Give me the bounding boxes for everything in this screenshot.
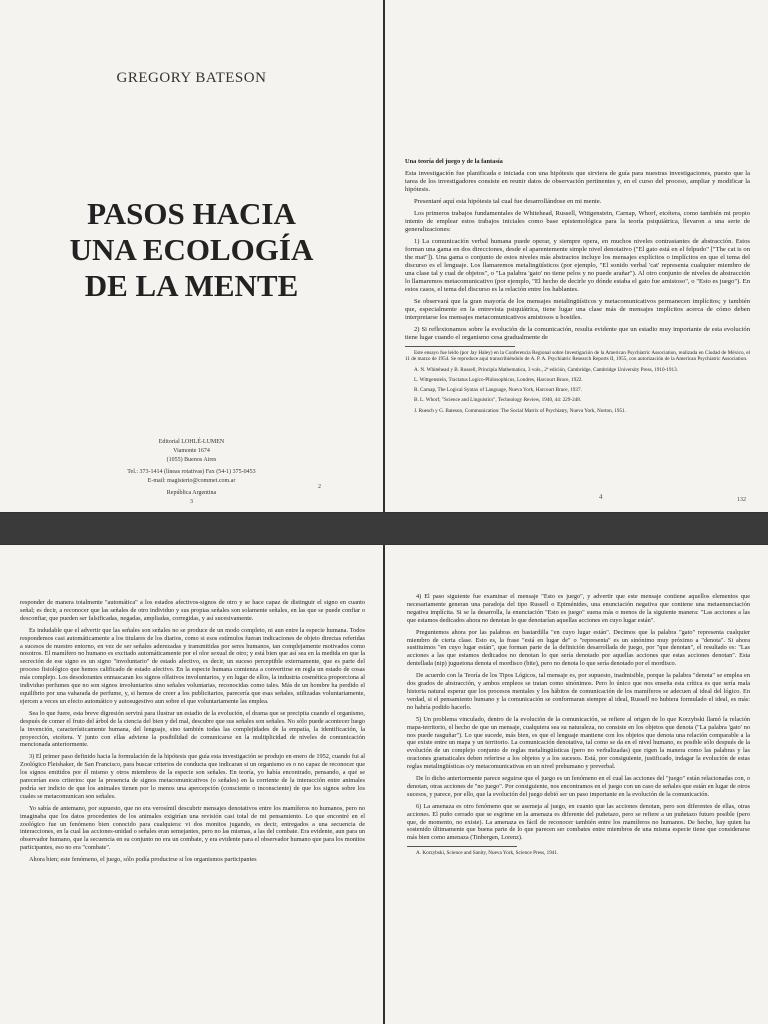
book-title: [0, 196, 383, 304]
author-name: GREGORY BATESON: [116, 70, 267, 86]
paragraph: Ahora bien; este fenómeno, el juego, sólo podía producirse si los organismos participantes: [29, 856, 257, 864]
article-heading: Una teoría del juego y de la fantasía: [405, 158, 503, 165]
page-number: 132: [737, 497, 746, 503]
footnote-divider: [407, 846, 517, 847]
footnote-divider: [405, 346, 515, 347]
text-column: [407, 593, 750, 861]
book-title-line: PASOS HACIA: [87, 196, 296, 231]
footnote: L. Wittgenstein, Tractatus Logico-Philosophicus, Londres, Harcourt Brace, 1922.: [414, 376, 583, 383]
footnote: A. N. Whitehead y B. Russell, Principia Mathematica, 3 vols., 2ª edición, Cambridge, Cambridge University Press, 1910-1913.: [414, 366, 678, 373]
publisher-info: [0, 438, 383, 507]
paragraph: 4) El paso siguiente fue examinar el mensaje "Esto es juego", y advertir que este mensaje contiene aquellos elementos que necesariamente generan una paradoja del tipo Russell o Epiménides, una enunciación negativa que contiene una metaenunciación negativa implícita. Si se la desarrolla, la enunciación "Esto es juego" suena más o menos de la siguiente manera: "Las acciones a las que estamos dedicados ahora no denotan lo que denotarían aquellas acciones en cuyo lugar están".: [407, 593, 750, 624]
paragraph: 5) Un problema vinculado, dentro de la evolución de la comunicación, se refiere al origen de lo que Korzybski llamó la relación mapa-territorio, el hecho de que un mensaje, cualquiera sea su naturaleza, no consiste en los objetos que denota ("La palabra 'gato' no nos puede rasguñar"). Lo que sucede, más bien, es que el lenguaje mantiene con los objetos que denota una relación comparable a la que existe entre un mapa y un territorio. La comunicación denotativa, tal como se da en el nivel humano, es posible sólo después de la evolución de un complejo conjunto de reglas metalingüísticas (pero no verbalizadas) que rigen la manera como las palabras y las oraciones gramaticales deben referirse a los objetos y a los sucesos. Está, por consiguiente, justificado, indagar la evolución de estas reglas metalingüísticas o/y metacomunicativas en un nivel prehumano y preverbal.: [407, 715, 750, 771]
paragraph: Yo sabía de antemano, por supuesto, que no era verosímil descubrir mensajes denotativos entre los mamíferos no humanos, pero no imaginaba que los datos procedentes de los animales exigirían una revisión casi total de mi pensamiento. Lo que encontré en el zoológico fue un fenómeno bien conocido para cualquiera: vi dos monitos jugando, es decir, entregados a una secuencia de interacciones, en la cual las acciones-unidad o señales eran semejantes, pero no las mismas, a las del combate. Era evidente, aun para un observador humano, que la secuencia en su conjunto no era un combate, y era evidente para el observador humano que para los monitos participantes, eso no era "combate".: [20, 804, 365, 852]
title-page: [0, 0, 383, 512]
book-title-line: UNA ECOLOGÍA: [69, 232, 314, 267]
article-column: [405, 158, 750, 418]
handwritten-mark: 3: [190, 499, 193, 505]
publisher-line: E-mail: magisterio@commet.com.ar: [147, 478, 236, 484]
paragraph: responder de manera totalmente "automática" a los estados afectivos-signos de otro y se hace capaz de distinguir el signo en cuanto señal; es decir, a reconocer que las señales de otro individuo y sus propias señales son solamente señales, en las que se puede confiar o desconfiar, que pueden ser falsificadas, negadas, ampliadas, corregidas, y así sucesivamente.: [20, 599, 365, 622]
paragraph: Los primeros trabajos fundamentales de Whitehead, Russell, Wittgenstein, Carnap, Whorf, etcétera, como también mi propio intento de emplear estos trabajos iniciales como base epistemológica para la teoría psiquiátrica, llevaron a una serie de generalizaciones:: [405, 210, 750, 233]
paragraph: De acuerdo con la Teoría de los Tipos Lógicos, tal mensaje es, por supuesto, inadmisible, porque la palabra "denota" se emplea en dos grados de abstracción, y ambos empleos se tratan como sinónimos. Pero lo único que nos enseña esta crítica es que sería mala historia natural esperar que los procesos mentales y los hábitos de comunicación de los mamíferos se adecuen al ideal del lógico. En verdad, si el pensamiento humano y la comunicación se conformaran siempre al ideal, Russell no hubiera formulado el ideal, es más: no habría podido hacerlo.: [407, 672, 750, 711]
paragraph: Presentaré aquí esta hipótesis tal cual fue desarrollándose en mi mente.: [414, 198, 602, 205]
footnote: A. Korzybski, Science and Sanity, Nueva York, Science Press, 1941.: [416, 850, 559, 857]
paragraph: Es indudable que el advertir que las señales son señales no se produce de un modo completo, ni aun entre la especie humana. Todos respondemos casi automáticamente a los titulares de los diarios, como si esos estímulos fueran indicaciones de objeto directas referidas a sucesos de nuestro entorno, en vez de ser señales aderezadas y transmitidas por seres humanos, tan complejamente motivados como nosotros. El mamífero no humano es excitado automáticamente por el olor sexual de otro; y está bien que así sea en la medida en que la secreción de ese signo es un signo "involuntario" de estado afectivo, es decir, un suceso perceptible externamente, que es parte del proceso fisiológico que hemos calificado de estado afectivo. En la especie humana comienza a convertirse en regla un estado de cosas más complejo. Los desodorantes enmascaran los signos olfativos involuntarios, y en lugar de ellos, la industria cosmética proporciona al individuo perfumes que no son signos involuntarios sino señales voluntarias, reconocidas como tales. Más de un hombre ha perdido el equilibrio por una vaharada de perfume, y, si hemos de creer a los publicitarios, parecería que esas señales, utilizadas voluntariamente, ejercen a veces un efecto automático y autosugestivo aun sobre el que voluntariamente las emplea.: [20, 626, 365, 705]
publisher-line: Editorial LOHLÉ-LUMEN: [158, 439, 225, 445]
paragraph: 2) Si reflexionamos sobre la evolución de la comunicación, resulta evidente que un estadio muy importante de esta evolución tiene lugar cuando el organismo cesa gradualmente de: [405, 326, 750, 341]
publisher-line: Viamonte 1674: [173, 448, 210, 454]
publisher-line: República Argentina: [166, 490, 217, 496]
publisher-line: (1055) Buenos Aires: [166, 457, 217, 463]
footnote: Este ensayo fue leído (por Jay Haley) en la Conferencia Regional sobre Investigación de la American Psychiatric Association, realizada en Ciudad de México, el 11 de marzo de 1954. Se reproduce aquí transcribiéndolo de A. P. A. Psychiatric Research Reports II, 1955, con autorización de la American Psychiatric Association.: [405, 350, 750, 363]
paragraph: 1) La comunicación verbal humana puede operar, y siempre opera, en muchos niveles contrastantes de abstracción. Estos forman una gama en dos direcciones, desde el aparentemente simple nivel denotativo ("El gato está en el felpudo" ["The cat is on the mat"]). Una gama o conjunto de estos niveles más abstractos incluye los mensajes explícitos o implícitos en que el tema del discurso es el lenguaje. Los llamaremos metalingüísticos (por ejemplo, "El sonido verbal 'cat' representa cualquier miembro de una clase tal y cual de objetos", o "La palabra 'gato' no tiene pelos y no puede arañar"). Al otro conjunto de niveles de abstracción lo llamaremos metacomunicativo (por ejemplo, "El hecho de decirle yo dónde estaba el gato fue amistoso", o "Esto es juego"). En estos casos, el tema del discurso es la relación entre los hablantes.: [405, 238, 750, 293]
paragraph: Esta investigación fue planificada e iniciada con una hipótesis que sirviera de guía para nuestras investigaciones, puesto que la tarea de los investigadores consiste en reunir datos de observación pertinentes y, en el curso del proceso, ampliar y modificar la hipótesis.: [405, 170, 750, 193]
paragraph: Se observará que la gran mayoría de los mensajes metalingüísticos y metacomunicativos permanecen implícitos; y también que, especialmente en la entrevista psiquiátrica, tiene lugar una clase más de mensajes implícitos acerca de cómo deben interpretarse los mensajes metacomunicativos amistosos u hostiles.: [405, 298, 750, 321]
paragraph: Preguntemos ahora por las palabras en bastardilla "en cuyo lugar están". Decimos que la palabra "gato" representa cualquier miembro de cierta clase. Esto es, la frase "está en lugar de" o "representa" es un sinónimo muy próximo a "denota". Si ahora sustituimos "en cuyo lugar están", que forman parte de la definición desarrollada de juego, por "que denotan", el resultado es: "Las acciones a las que estamos dedicados no denotan lo que sería denotado por aquellas acciones que estas acciones denotan". Esta dentellada (nip) juguetona denota el mordisco (bite), pero no denota lo que sería denotado por el mordisco.: [407, 628, 750, 668]
text-page-left: [0, 545, 383, 1024]
book-title-line: DE LA MENTE: [84, 268, 299, 303]
text-page-right: [385, 545, 768, 1024]
handwritten-mark: 4: [599, 493, 603, 501]
text-column: [20, 599, 365, 868]
paragraph: 3) El primer paso definido hacia la formulación de la hipótesis que guía esta investigación se produjo en enero de 1952, cuando fui al Zoológico Fleishaker, de San Francisco, para buscar criterios de conducta que indicaran si un organismo es o no capaz de reconocer que los signos emitidos por él mismo y otros miembros de la especie son señales. En teoría, yo había encontrado, pensando, a qué se parecerían esos criterios: que la presencia de signos metacomunicativos (o señales) en la corriente de la interacción entre animales podría ser indicio de que los animales tienen por lo menos una apercepción (consciente o inconsciente) de que los signos sobre los cuales se metacomunican son señales.: [20, 753, 365, 800]
paragraph: 6) La amenaza es otro fenómeno que se asemeja al juego, en cuanto que las acciones denotan, pero son diferentes de ellas, otras acciones. El puño cerrado que se esgrime en la amenaza es diferente del puñetazo, pero se refiere a un puñetazo futuro posible (pero que, de momento, no existe). La amenaza es fácil de reconocer también entre los mamíferos no humanos. De hecho, hay quien ha sostenido últimamente que buena parte de lo que parecen ser combates entre miembros de una misma especie tiene que considerarse más bien como amenaza (Tinbergen, Lorenz).: [407, 802, 750, 842]
footnote: R. Carnap, The Logical Syntax of Language, Nueva York, Harcourt Brace, 1937.: [414, 387, 582, 394]
page-number: 2: [318, 484, 321, 490]
footnote: B. L. Whorf, "Science and Linguistics", Technology Review, 1940, 44: 229-248.: [414, 397, 582, 404]
paragraph: De lo dicho anteriormente parece seguirse que el juego es un fenómeno en el cual las acciones del "juego" están relacionadas con, o denotan, otras acciones de "no juego". Por consiguiente, nos encontramos en el juego con un caso de señales que están en lugar de otros sucesos, y parece, por ello, que la evolución del juego debió ser un paso importante en la evolución de la comunicación.: [407, 775, 750, 798]
paragraph: Sea lo que fuere, esta breve digresión servirá para ilustrar un estadio de la evolución, el drama que se precipita cuando el organismo, después de comer el fruto del árbol de la ciencia del bien y del mal, descubre que sus señales son señales. No sólo puede acontecer luego la invención, característicamente humana, del lenguaje, sino también todas las complejidades de la empatía, la identificación, la proyección, etcétera. Y junto con ellas adviene la posibilidad de comunicarse en la multiplicidad de niveles de comunicación mencionada anteriormente.: [20, 709, 365, 749]
article-page-start: [385, 0, 768, 512]
publisher-line: Tel.: 373-1414 (líneas rotativas) Fax (54-1) 375-0453: [127, 469, 256, 475]
footnote: J. Ruesch y G. Bateson, Communication: The Social Matrix of Psychiatry, Nueva York, Norton, 1951.: [414, 407, 626, 414]
